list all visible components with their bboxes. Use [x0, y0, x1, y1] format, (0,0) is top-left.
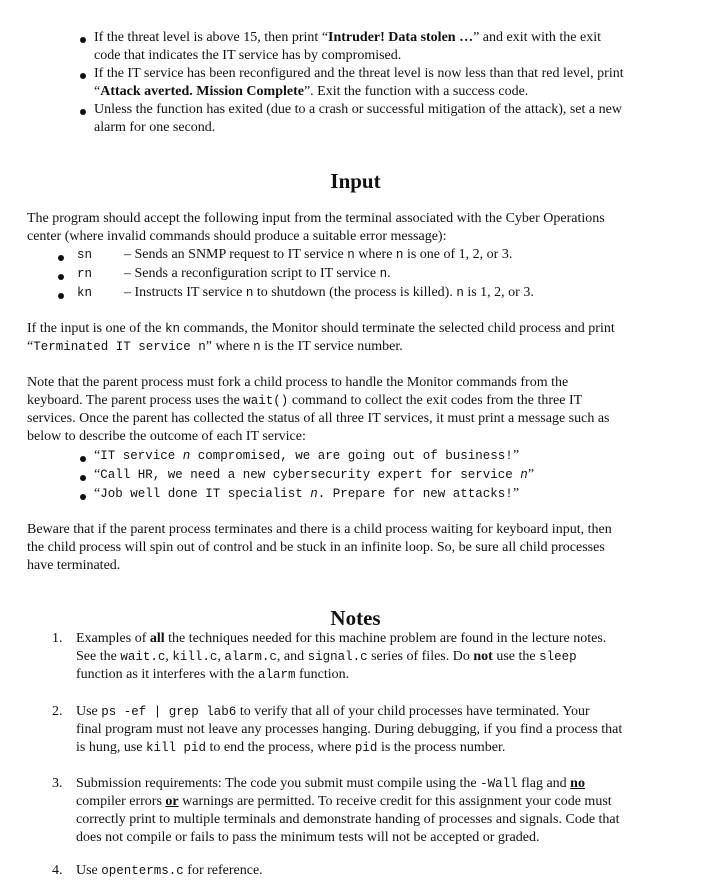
quote: ” [512, 486, 520, 501]
command-desc-rn [124, 265, 391, 283]
quote: ” [512, 448, 520, 463]
quote: “ [94, 448, 101, 463]
threat-rule-intruder [94, 29, 694, 65]
note-text: does not compile or fails to pass the minimum tests will not be accepted or graded. [76, 830, 540, 845]
input-heading: Input [330, 169, 381, 193]
para-text: the child process will spin out of control and be stuck in an infinite loop. So, be sure all child processes [27, 540, 605, 555]
para-text: If the input is one of the [27, 321, 166, 336]
note-text: for reference. [183, 863, 263, 878]
note-text: is the process number. [377, 740, 506, 755]
desc-text: is 1, 2, or 3. [463, 285, 534, 300]
input-intro [27, 210, 677, 246]
desc-text: to shutdown (the process is killed). [253, 285, 457, 300]
note-text: is hung, use [76, 740, 146, 755]
inline-code: sleep [539, 650, 577, 664]
para-text: is the IT service number. [260, 339, 403, 354]
message-text: Call HR, we need a new cybersecurity expert for service [100, 468, 521, 482]
para-text: Note that the parent process must fork a child process to handle the Monitor commands from the [27, 375, 569, 390]
inline-code: kill pid [146, 741, 207, 755]
rule-text: If the IT service has been reconfigured and the threat level is now less than that red level, print [94, 66, 624, 81]
rule-text: “ [94, 84, 101, 99]
note-number: 2. [52, 704, 63, 719]
rule-message: Attack averted. Mission Complete [100, 84, 304, 99]
message-text: compromised, we are going out of business! [190, 449, 513, 463]
inline-code: wait.c [120, 650, 166, 664]
message-text: IT service [100, 449, 183, 463]
command-code-kn: kn [77, 286, 93, 300]
para-text: keyboard. The parent process uses the [27, 393, 244, 408]
inline-code: -Wall [480, 777, 518, 791]
note-text: Use [76, 863, 102, 878]
desc-text: – Sends a reconfiguration script to IT service [124, 266, 380, 281]
message-text: . Prepare for new attacks! [317, 487, 513, 501]
para-text: command to collect the exit codes from the three IT [288, 393, 583, 408]
bullet-dot [80, 494, 86, 500]
rule-text: ”. Exit the function with a success code. [303, 84, 529, 99]
para-text: Beware that if the parent process terminates and there is a child process waiting for keyboard input, then [27, 522, 612, 537]
para-text: have terminated. [27, 558, 121, 573]
inline-code: alarm.c [224, 650, 277, 664]
bullet-dot [58, 255, 64, 261]
desc-text: – Sends an SNMP request to IT service [124, 247, 348, 262]
inline-code: pid [354, 741, 378, 755]
bullet-dot [58, 293, 64, 299]
var-n: n [520, 468, 528, 482]
inline-code: ps -ef | grep lab6 [101, 705, 237, 719]
note-text: flag and [517, 776, 571, 791]
inline-code: wait() [243, 394, 289, 408]
fork-paragraph [27, 374, 677, 446]
para-text: below to describe the outcome of each IT service: [27, 429, 306, 444]
var-n: n [245, 286, 254, 300]
quote: “ [94, 467, 101, 482]
var-n: n [347, 248, 355, 262]
note-text: , [165, 649, 173, 664]
bullet-dot [80, 456, 86, 462]
note-number: 4. [52, 863, 63, 878]
para-text: ” where [205, 339, 254, 354]
note-3 [76, 775, 686, 847]
quote: “ [94, 486, 101, 501]
note-text: series of files. Do [367, 649, 474, 664]
intro-text: The program should accept the following input from the terminal associated with the Cyber Operations [27, 211, 605, 226]
bullet-dot [80, 73, 86, 79]
notes-heading: Notes [330, 606, 381, 630]
inline-code: alarm [257, 668, 296, 682]
var-n: n [310, 487, 318, 501]
command-code-rn: rn [77, 267, 93, 281]
rule-text: If the threat level is above 15, then print “ [94, 30, 329, 45]
note-text: to verify that all of your child processes have terminated. Your [236, 704, 590, 719]
note-text: to end the process, where [206, 740, 355, 755]
note-text: final program must not leave any processes hanging. During debugging, if you find a process that [76, 722, 623, 737]
desc-text: . [387, 266, 391, 281]
kill-command-paragraph [27, 320, 677, 356]
message-call-hr [94, 466, 534, 484]
inline-code: kill.c [172, 650, 218, 664]
note-text: function. [295, 667, 350, 682]
note-text: Examples of [76, 631, 150, 646]
rule-text: ” and exit with the exit [473, 30, 601, 45]
desc-text: where [354, 247, 396, 262]
var-n: n [379, 267, 388, 281]
para-text: services. Once the parent has collected the status of all three IT services, it must print a message such as [27, 411, 610, 426]
var-n: n [182, 449, 191, 463]
note-emphasis: or [165, 794, 179, 809]
note-text: Submission requirements: The code you submit must compile using the [76, 776, 481, 791]
para-text: commands, the Monitor should terminate the selected child process and print [180, 321, 615, 336]
var-n: n [456, 286, 464, 300]
note-text: , [217, 649, 225, 664]
note-4 [76, 862, 686, 880]
message-compromised [94, 447, 519, 465]
threat-rule-alarm [94, 101, 694, 137]
para-text: “ [27, 339, 34, 354]
note-emphasis: not [473, 649, 493, 664]
message-job-well-done [94, 485, 519, 503]
note-text: warnings are permitted. To receive credit for this assignment your code must [178, 794, 612, 809]
bullet-dot [58, 274, 64, 280]
note-text: function as it interferes with the [76, 667, 258, 682]
threat-rule-averted [94, 65, 694, 101]
var-n: n [253, 340, 261, 354]
note-text: , and [276, 649, 308, 664]
intro-text: center (where invalid commands should produce a suitable error message): [27, 229, 447, 244]
rule-text: Unless the function has exited (due to a crash or successful mitigation of the attack), set a new [94, 102, 622, 117]
bullet-dot [80, 475, 86, 481]
note-2 [76, 703, 686, 757]
note-emphasis: no [570, 776, 585, 791]
note-text: correctly print to multiple terminals and demonstrate handing of processes and signals. Code that [76, 812, 620, 827]
note-text: compiler errors [76, 794, 166, 809]
inline-code: signal.c [307, 650, 368, 664]
note-text: See the [76, 649, 121, 664]
bullet-dot [80, 109, 86, 115]
note-number: 1. [52, 631, 63, 646]
note-text: Use [76, 704, 102, 719]
command-code-sn: sn [77, 248, 93, 262]
command-desc-kn [124, 284, 534, 302]
command-desc-sn [124, 246, 512, 264]
note-text: the techniques needed for this machine problem are found in the lecture notes. [164, 631, 607, 646]
note-number: 3. [52, 776, 63, 791]
note-text: use the [492, 649, 540, 664]
bullet-dot [80, 37, 86, 43]
rule-text: alarm for one second. [94, 120, 216, 135]
quote: ” [527, 467, 535, 482]
inline-code: Terminated IT service n [33, 340, 206, 354]
rule-message: Intruder! Data stolen … [328, 30, 474, 45]
beware-paragraph [27, 521, 677, 575]
rule-text: code that indicates the IT service has by compromised. [94, 48, 402, 63]
message-text: Job well done IT specialist [100, 487, 311, 501]
note-1 [76, 630, 686, 684]
note-emphasis: all [149, 631, 165, 646]
inline-code: openterms.c [101, 864, 184, 878]
inline-code: kn [165, 322, 181, 336]
desc-text: – Instructs IT service [124, 285, 246, 300]
var-n: n [395, 248, 404, 262]
desc-text: is one of 1, 2, or 3. [403, 247, 513, 262]
